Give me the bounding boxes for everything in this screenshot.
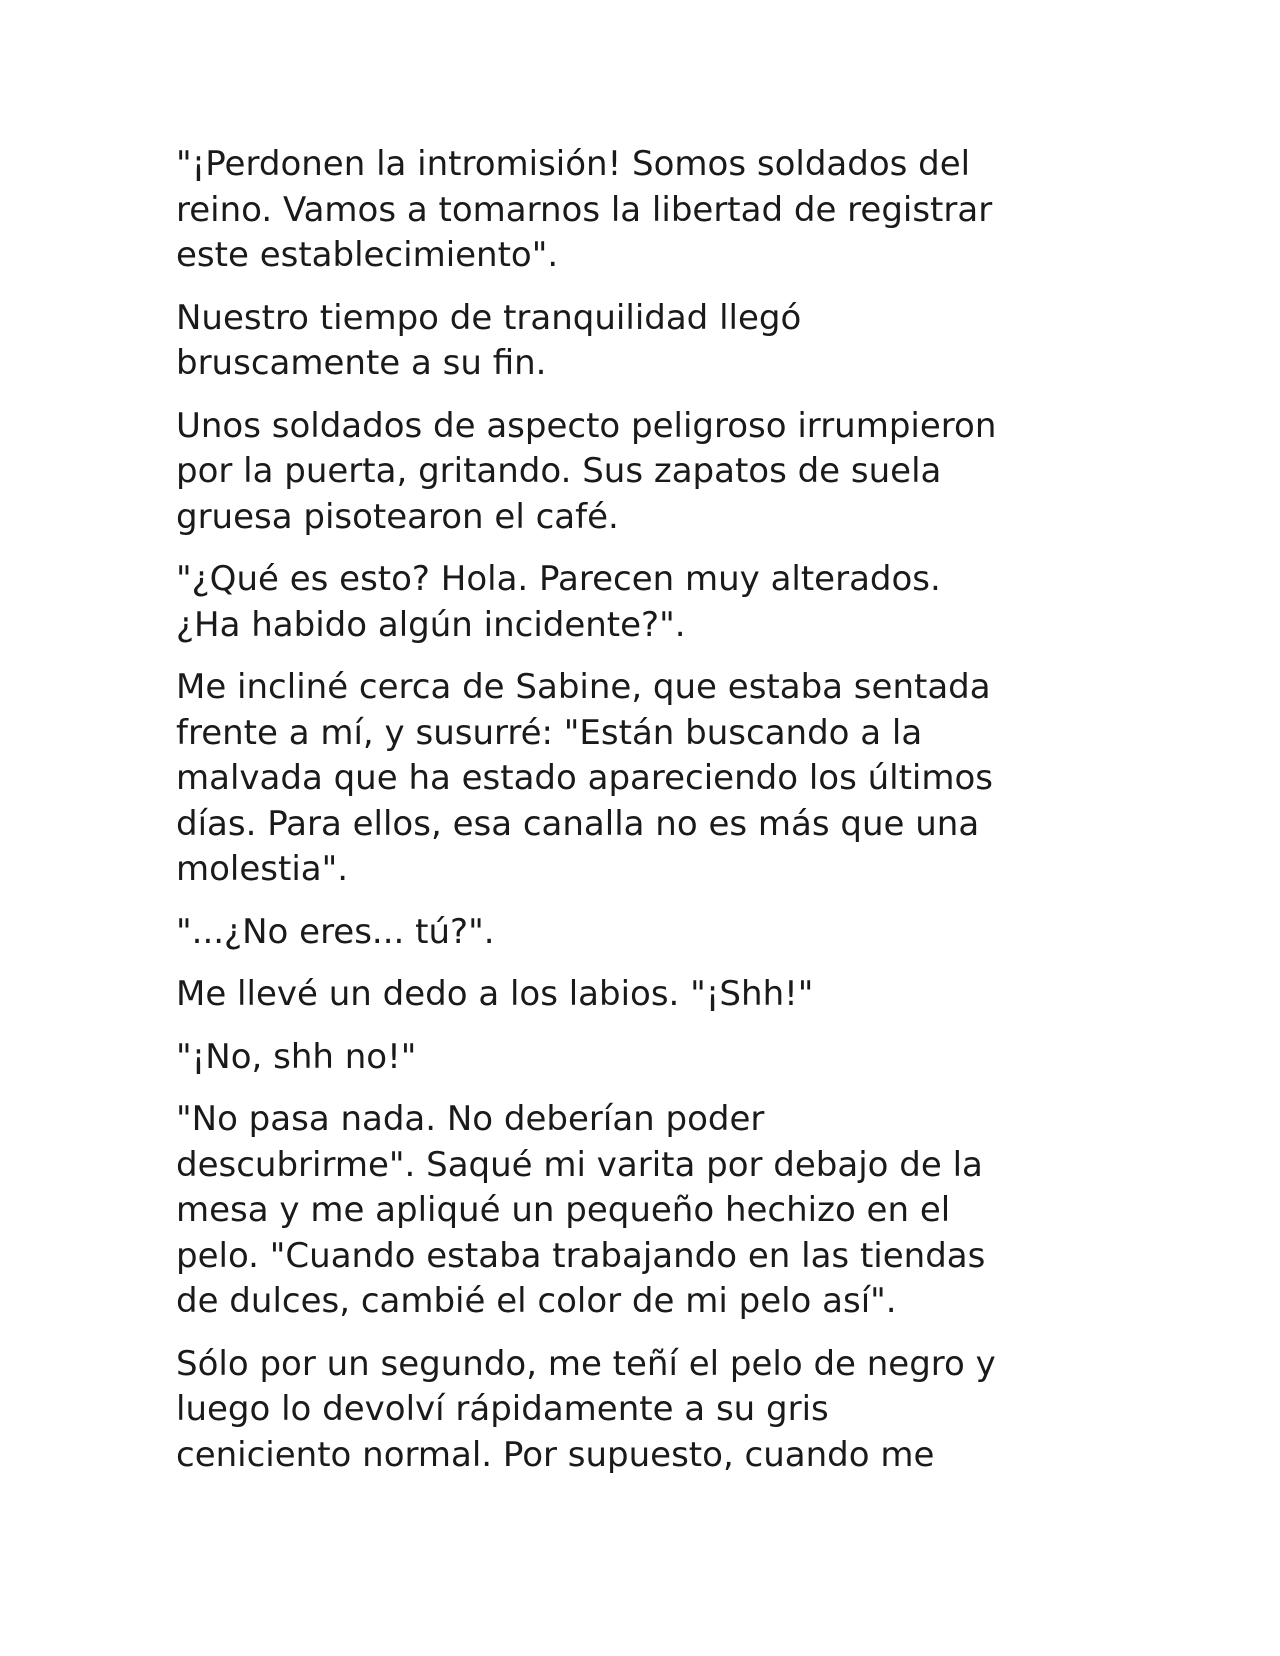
text-line: Me llevé un dedo a los labios. "¡Shh!" xyxy=(176,974,814,1014)
text-line: días. Para ellos, esa canalla no es más que una xyxy=(176,803,980,844)
text-line: Unos soldados de aspecto peligroso irrumpieron xyxy=(176,405,997,446)
text-line: gruesa pisotearon el café. xyxy=(176,496,619,537)
text-line: por la puerta, gritando. Sus zapatos de suela xyxy=(176,451,942,491)
paragraph xyxy=(176,1342,1116,1479)
text-line: Nuestro tiempo de tranquilidad llegó xyxy=(176,297,802,338)
text-line: mesa y me apliqué un pequeño hechizo en el xyxy=(176,1190,951,1230)
text-line: "...¿No eres... tú?". xyxy=(176,911,495,952)
paragraph xyxy=(176,1035,1116,1081)
text-line: descubrirme". Saqué mi varita por debajo de la xyxy=(176,1144,983,1185)
paragraph xyxy=(176,665,1116,893)
text-line: ceniciento normal. Por supuesto, cuando me xyxy=(176,1434,935,1475)
text-line: ¿Ha habido algún incidente?". xyxy=(176,604,686,645)
text-line: Sólo por un segundo, me teñí el pelo de negro y xyxy=(176,1343,996,1384)
paragraph xyxy=(176,296,1116,387)
text-line: molestia". xyxy=(176,849,349,889)
text-line: malvada que ha estado apareciendo los últimos xyxy=(176,758,993,798)
paragraph xyxy=(176,557,1116,648)
paragraph xyxy=(176,910,1116,956)
text-line: Me incliné cerca de Sabine, que estaba sentada xyxy=(176,667,991,707)
text-line: este establecimiento". xyxy=(176,235,559,275)
text-line: "¡Perdonen la intromisión! Somos soldados del xyxy=(176,144,971,184)
text-line: pelo. "Cuando estaba trabajando en las tiendas xyxy=(176,1235,986,1276)
text-line: "¡No, shh no!" xyxy=(176,1036,417,1077)
paragraph xyxy=(176,1097,1116,1325)
document-page xyxy=(176,142,1116,1495)
paragraph xyxy=(176,404,1116,541)
text-line: reino. Vamos a tomarnos la libertad de registrar xyxy=(176,189,993,230)
text-line: de dulces, cambié el color de mi pelo así". xyxy=(176,1281,897,1321)
text-line: luego lo devolví rápidamente a su gris xyxy=(176,1389,829,1429)
text-line: frente a mí, y susurré: "Están buscando a la xyxy=(176,712,923,753)
paragraph xyxy=(176,972,1116,1018)
text-line: "¿Qué es esto? Hola. Parecen muy alterados. xyxy=(176,559,941,599)
text-line: "No pasa nada. No deberían poder xyxy=(176,1099,765,1139)
paragraph xyxy=(176,142,1116,279)
text-line: bruscamente a su fin. xyxy=(176,343,547,383)
